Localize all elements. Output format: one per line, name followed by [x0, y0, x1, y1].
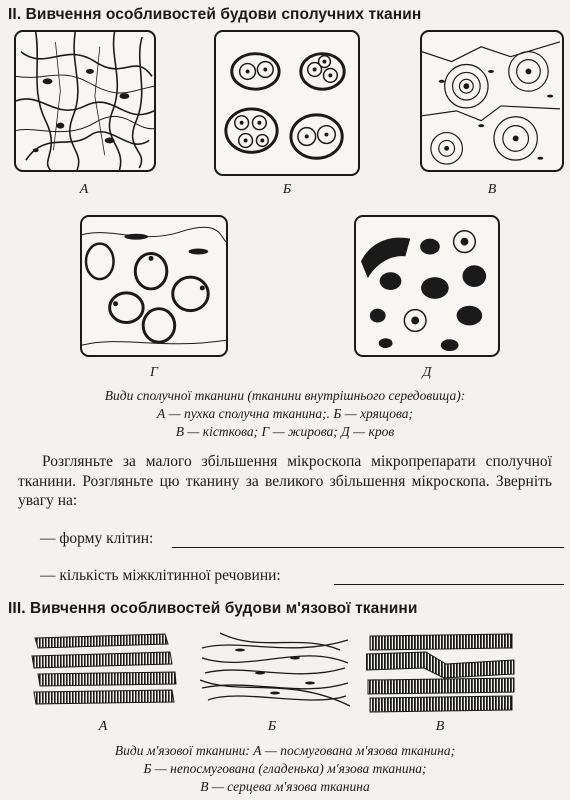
muscle-panel-v	[366, 630, 516, 714]
intercellular-substance-answer-line[interactable]	[334, 584, 564, 585]
muscle-caption-line-1: Види м'язової тканини: А — посмугована м'язова тканина;	[114, 743, 456, 758]
panel-label-a: А	[79, 182, 89, 197]
cardiac-muscle-illustration	[366, 630, 516, 714]
blood-tissue-illustration	[356, 217, 498, 355]
bone-tissue-illustration	[422, 32, 562, 170]
connective-tissue-panel-d	[354, 215, 500, 357]
adipose-tissue-illustration	[82, 217, 226, 355]
section-3-heading: ІІІ. Вивчення особливостей будови м'язової тканини	[8, 600, 418, 617]
fill-item-intercellular-substance: — кількість міжклітинної речовини:	[40, 567, 281, 584]
muscle-panel-a	[30, 630, 180, 712]
fill-item-cell-shape: — форму клітин:	[40, 530, 154, 547]
striated-muscle-illustration	[30, 630, 180, 712]
section-2-heading: ІІ. Вивчення особливостей будови сполучних тканин	[8, 6, 422, 23]
panel-label-g: Г	[150, 365, 158, 380]
connective-tissue-panel-a	[14, 30, 156, 172]
muscle-caption-line-3: В — серцева м'язова тканина	[200, 779, 370, 794]
loose-connective-tissue-illustration	[16, 32, 154, 170]
cartilage-tissue-illustration	[216, 32, 358, 174]
connective-tissue-caption-line-1: Види сполучної тканини (тканини внутрішнього середовища):	[104, 388, 466, 403]
muscle-label-b: Б	[267, 719, 277, 734]
connective-tissue-caption-line-2: А — пухка сполучна тканина;. Б — хрящова;	[156, 406, 414, 421]
connective-tissue-panel-b	[214, 30, 360, 176]
muscle-label-a: А	[98, 719, 108, 734]
smooth-muscle-illustration	[200, 628, 350, 714]
connective-tissue-caption-line-3: В — кісткова; Г — жирова; Д — кров	[175, 424, 395, 439]
instruction-paragraph: Розгляньте за малого збільшення мікроскопа мікропрепарати сполучної тканини. Розгляньте цю тканину за великого збільшення мікроскопа. Зверніть увагу на:	[18, 453, 552, 509]
connective-tissue-panel-v	[420, 30, 564, 172]
panel-label-v: В	[487, 182, 497, 197]
cell-shape-answer-line[interactable]	[172, 547, 564, 548]
panel-label-b: Б	[282, 182, 292, 197]
muscle-label-v: В	[435, 719, 445, 734]
muscle-panel-b	[200, 628, 350, 714]
panel-label-d: Д	[422, 365, 432, 380]
muscle-caption-line-2: Б — непосмугована (гладенька) м'язова тканина;	[143, 761, 427, 776]
connective-tissue-panel-g	[80, 215, 228, 357]
